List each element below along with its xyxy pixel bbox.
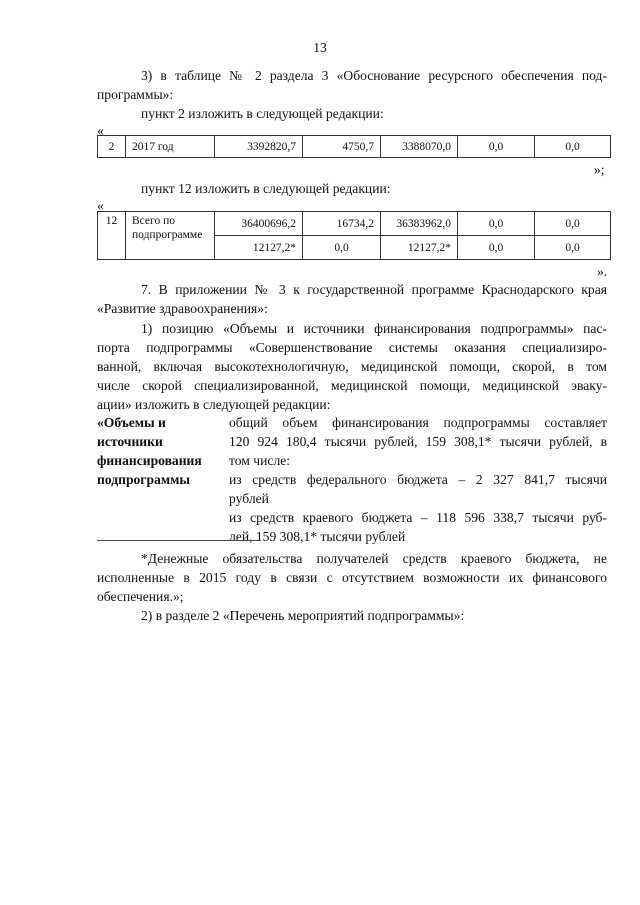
table-cell: 3392820,7 [215, 136, 303, 158]
item3-line1: 3) в таблице № 2 раздела 3 «Обоснование ресурсного обеспечения под- [141, 68, 607, 83]
table-cell: 2017 год [126, 136, 215, 158]
table-cell: 0,0 [458, 136, 535, 158]
item1-line5: ации» изложить в следующей редакции: [97, 397, 331, 412]
table-cell: 16734,2 [303, 212, 381, 236]
item3-line2: программы»: [97, 87, 174, 102]
table-cell: 0,0 [458, 236, 535, 260]
item1-line2: порта подпрограммы «Совершенствование системы оказания специализиро- [97, 340, 607, 355]
footnote-line3: обеспечения.»; [97, 589, 184, 604]
section7-line1: 7. В приложении № 3 к государственной программе Краснодарского края [141, 282, 607, 297]
table-row [98, 212, 611, 236]
funding-text-line2: 120 924 180,4 тысячи рублей, 159 308,1* тысячи рублей, в [229, 434, 607, 449]
table-cell: 3388070,0 [381, 136, 458, 158]
funding-label-line3: финансирования [97, 453, 202, 468]
table-cell: 0,0 [535, 136, 611, 158]
table1-close-quote: »; [594, 162, 605, 177]
item2-line: 2) в разделе 2 «Перечень мероприятий подпрограммы»: [141, 608, 465, 623]
table-cell: 0,0 [303, 236, 381, 260]
table-cell: 0,0 [535, 236, 611, 260]
funding-label-line2: источники [97, 434, 163, 449]
table-cell-label [126, 212, 215, 260]
point12-intro: пункт 12 изложить в следующей редакции: [141, 181, 391, 196]
item1-line4: числе скорой специализированной, медицинской помощи, медицинской эваку- [97, 378, 607, 393]
table-cell: 0,0 [535, 212, 611, 236]
table-cell: 12127,2* [381, 236, 458, 260]
table-cell: 36400696,2 [215, 212, 303, 236]
funding-text-line5: рублей [229, 491, 269, 506]
table1-open-quote: « [97, 123, 104, 138]
funding-text-line1: общий объем финансирования подпрограммы составляет [229, 415, 607, 430]
page-number: 13 [313, 40, 327, 55]
footnote-line1: *Денежные обязательства получателей средств краевого бюджета, не [141, 551, 607, 566]
table2 [97, 211, 611, 260]
table-cell: 12127,2* [215, 236, 303, 260]
table-cell: 0,0 [458, 212, 535, 236]
funding-text-line6: из средств краевого бюджета – 118 596 338,7 тысячи руб- [229, 510, 607, 525]
table2-close-quote: ». [597, 264, 608, 279]
point2-intro: пункт 2 изложить в следующей редакции: [141, 106, 384, 121]
table-cell: 2 [98, 136, 126, 158]
funding-label-line1: «Объемы и [97, 415, 166, 430]
funding-text-line3: том числе: [229, 453, 291, 468]
funding-label-line4: подпрограммы [97, 472, 190, 487]
item1-line3: ванной, включая высокотехнологичную, медицинской помощи, скорой, в том [97, 359, 607, 374]
table1 [97, 135, 611, 158]
table-cell: 12 [98, 212, 126, 260]
section7-line2: «Развитие здравоохранения»: [97, 301, 268, 316]
table-label-line: подпрограмме [132, 229, 203, 241]
table-cell: 4750,7 [303, 136, 381, 158]
footnote-line2: исполненные в 2015 году в связи с отсутствием возможности их финансового [97, 570, 607, 585]
item1-line1: 1) позицию «Объемы и источники финансирования подпрограммы» пас- [141, 321, 607, 336]
table-row [98, 136, 611, 158]
funding-text-line4: из средств федерального бюджета – 2 327 841,7 тысячи [229, 472, 607, 487]
funding-text-line7: лей, 159 308,1* тысячи рублей [229, 529, 406, 544]
table-cell: 36383962,0 [381, 212, 458, 236]
table-label-line: Всего по [132, 215, 175, 227]
table2-open-quote: « [97, 198, 104, 213]
footnote-divider [97, 540, 260, 541]
